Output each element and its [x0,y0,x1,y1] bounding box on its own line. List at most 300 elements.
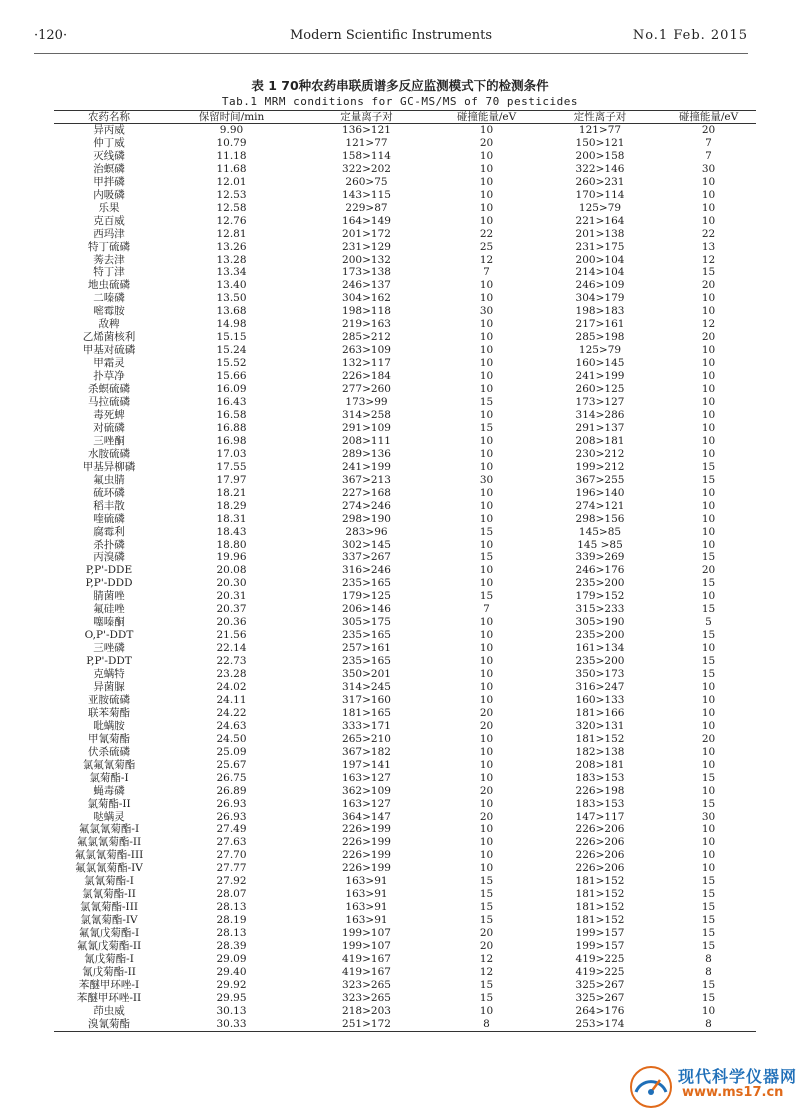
watermark-site-name: 现代科学仪器网 [678,1067,798,1086]
quant-ion-pair-cell: 323>265 [342,978,391,991]
table-row [54,539,756,552]
qual-collision-energy-cell: 15 [701,460,716,473]
table-row [54,331,756,344]
retention-time-cell: 18.21 [216,486,247,499]
table-row [54,642,756,655]
pesticide-name-cell: 丙溴磷 [93,551,125,564]
qual-collision-energy-cell: 15 [701,991,716,1004]
quant-collision-energy-cell: 10 [479,331,494,344]
quant-collision-energy-cell: 10 [479,693,494,706]
quant-collision-energy-cell: 10 [479,124,494,136]
quant-ion-pair-cell: 226>199 [342,823,391,836]
qual-collision-energy-cell: 10 [701,784,716,797]
pesticide-name-cell: 杀扑磷 [93,538,125,551]
qual-collision-energy-cell: 8 [661,1018,756,1031]
quant-ion-pair-cell: 285>212 [342,331,391,344]
quant-collision-energy-cell: 10 [479,862,494,875]
retention-time-cell: 16.09 [216,383,247,396]
table-row [54,888,756,901]
table-row [54,590,756,603]
pesticide-name-cell: 三唑酮 [93,434,125,447]
quant-ion-pair-cell: 235>165 [342,655,391,668]
retention-time-cell: 20.08 [216,564,247,577]
quant-ion-pair-cell: 274>246 [342,499,391,512]
table-row [54,564,756,577]
quant-ion-pair-cell: 289>136 [342,447,391,460]
retention-time-cell: 15.66 [216,370,247,383]
table-row [54,487,756,500]
qual-ion-pair-cell: 181>152 [575,901,625,914]
quant-collision-energy-cell: 30 [479,305,494,318]
quant-ion-pair-cell: 367>182 [342,745,391,758]
retention-time-cell: 21.56 [216,629,247,642]
qual-ion-pair-cell: 125>79 [578,201,622,214]
qual-collision-energy-cell: 15 [701,940,716,953]
pesticide-name-cell: 马拉硫磷 [88,396,130,409]
qual-collision-energy-cell: 10 [701,693,716,706]
quant-ion-pair-cell: 199>107 [342,927,391,940]
retention-time-cell: 16.98 [216,434,247,447]
qual-collision-energy-cell: 15 [701,655,716,668]
qual-ion-pair-cell: 196>140 [575,486,625,499]
retention-time-cell: 17.55 [216,460,247,473]
quant-ion-pair-cell: 333>171 [342,719,391,732]
quant-ion-pair-cell: 304>162 [342,292,391,305]
table-row [54,616,756,629]
pesticide-name-cell: 甲氰菊酯 [88,732,130,745]
qual-ion-pair-cell: 199>212 [575,460,625,473]
quant-collision-energy-cell: 10 [479,318,494,331]
qual-collision-energy-cell: 5 [705,616,712,629]
qual-collision-energy-cell: 10 [701,1004,716,1017]
qual-ion-pair-cell: 350>173 [575,668,625,681]
quant-ion-pair-cell: 226>199 [342,862,391,875]
quant-ion-pair-cell: 322>202 [342,162,391,175]
retention-time-cell: 26.93 [216,797,247,810]
pesticide-name-cell: P,P'-DDD [85,577,133,590]
retention-time-cell: 24.63 [216,719,247,732]
table-row [54,357,756,370]
qual-ion-pair-cell: 145>85 [578,525,622,538]
quant-collision-energy-cell: 10 [479,162,494,175]
retention-time-cell: 27.49 [216,823,247,836]
qual-collision-energy-cell: 10 [701,305,716,318]
qual-collision-energy-cell: 10 [701,383,716,396]
retention-time-cell: 15.15 [216,331,247,344]
table-row [54,266,756,279]
table-row [54,551,756,564]
qual-collision-energy-cell: 7 [705,136,712,149]
table-row [54,383,756,396]
table-row [54,966,756,979]
qual-ion-pair-cell: 181>152 [575,732,625,745]
qual-ion-pair-cell: 304>179 [575,292,625,305]
quant-collision-energy-cell: 8 [434,1018,539,1031]
table-row [54,577,756,590]
site-watermark [620,1058,800,1113]
retention-time-cell: 27.92 [216,875,247,888]
retention-time-cell: 13.40 [216,279,247,292]
quant-ion-pair-cell: 199>107 [342,940,391,953]
table-row [54,681,756,694]
pesticide-name-cell: 扑草净 [93,370,125,383]
qual-ion-pair-cell: 315>233 [575,603,625,616]
qual-ion-pair-cell: 208>181 [575,758,625,771]
retention-time-cell: 29.40 [216,965,247,978]
table-row [54,474,756,487]
quant-ion-pair-cell: 235>165 [342,577,391,590]
qual-ion-pair-cell: 199>157 [575,940,625,953]
qual-ion-pair-cell: 147>117 [575,810,625,823]
qual-collision-energy-cell: 30 [701,162,716,175]
qual-ion-pair-cell: 181>166 [575,706,625,719]
quant-collision-energy-cell: 10 [479,447,494,460]
table-row [54,1005,756,1018]
pesticide-name-cell: P,P'-DDT [86,655,132,668]
retention-time-cell: 15.24 [216,344,247,357]
quant-collision-energy-cell: 10 [479,149,494,162]
retention-time-cell: 12.53 [216,188,247,201]
pesticide-name-cell: 腈菌唑 [93,590,125,603]
quant-ion-pair-cell: 298>190 [342,512,391,525]
table-row [54,409,756,422]
qual-ion-pair-cell: 274>121 [575,499,625,512]
quant-ion-pair-cell: 305>175 [342,616,391,629]
qual-collision-energy-cell: 10 [701,849,716,862]
qual-ion-pair-cell: 241>199 [575,370,625,383]
quant-collision-energy-cell: 10 [479,655,494,668]
table-row [54,992,756,1005]
table-row [54,759,756,772]
table-row [54,875,756,888]
table-row [54,318,756,331]
quant-ion-pair-cell: 163>91 [345,914,388,927]
pesticide-name-cell: 乙烯菌核利 [82,331,136,344]
quant-ion-pair-cell: 314>245 [342,680,391,693]
table-row [54,1018,756,1031]
quant-ion-pair-cell: 198>118 [342,305,391,318]
quant-collision-energy-cell: 10 [479,836,494,849]
quant-ion-pair-cell: 323>265 [342,991,391,1004]
quant-ion-pair-cell: 277>260 [342,383,391,396]
table-row [54,823,756,836]
quant-collision-energy-cell: 20 [479,719,494,732]
qual-ion-pair-cell: 226>206 [575,849,625,862]
quant-ion-pair-cell: 163>127 [342,797,391,810]
quant-ion-pair-cell: 197>141 [342,758,391,771]
pesticide-name-cell: 氟虫腈 [93,473,125,486]
quant-ion-pair-cell: 173>99 [345,396,388,409]
retention-time-cell: 28.19 [216,914,247,927]
qual-ion-pair-cell: 200>104 [575,253,625,266]
qual-ion-pair-cell: 339>269 [575,551,625,564]
pesticide-name-cell: 吡螨胺 [93,719,125,732]
quant-collision-energy-cell: 10 [479,642,494,655]
retention-time-cell: 16.58 [216,408,247,421]
quant-ion-pair-cell: 164>149 [342,214,391,227]
qual-collision-energy-cell: 10 [701,525,716,538]
quant-collision-energy-cell: 15 [479,525,494,538]
retention-time-cell: 20.31 [216,590,247,603]
quant-collision-energy-cell: 10 [479,538,494,551]
retention-time-cell: 29.95 [216,991,247,1004]
qual-ion-pair-cell: 160>133 [575,693,625,706]
pesticide-name-cell: 水胺硫磷 [88,447,130,460]
qual-collision-energy-cell: 12 [701,318,716,331]
qual-collision-energy-cell: 15 [701,901,716,914]
quant-collision-energy-cell: 7 [483,266,490,279]
quant-ion-pair-cell: 302>145 [342,538,391,551]
pesticide-name-cell: 仲丁威 [93,136,125,149]
table-row [54,137,756,150]
quant-ion-pair-cell: 367>213 [342,473,391,486]
quant-collision-energy-cell: 10 [479,616,494,629]
quant-collision-energy-cell: 10 [479,758,494,771]
qual-ion-pair-cell: 314>286 [575,408,625,421]
pesticide-name-cell: 哒螨灵 [93,810,125,823]
pesticide-name-cell: 稻丰散 [93,499,125,512]
pesticide-name-cell: 氯氰菊酯-I [84,875,134,888]
qual-ion-pair-cell: 181>152 [575,888,625,901]
retention-time-cell: 26.75 [216,771,247,784]
quant-ion-pair-cell: 246>137 [342,279,391,292]
qual-collision-energy-cell: 10 [701,292,716,305]
table-row [54,746,756,759]
retention-time-cell: 26.93 [216,810,247,823]
quant-collision-energy-cell: 20 [479,810,494,823]
qual-ion-pair-cell: 253>174 [539,1018,661,1031]
qual-collision-energy-cell: 10 [701,214,716,227]
column-header: 保留时间/min [164,111,299,124]
qual-ion-pair-cell: 226>206 [575,823,625,836]
qual-collision-energy-cell: 10 [701,344,716,357]
quant-collision-energy-cell: 15 [479,551,494,564]
qual-collision-energy-cell: 15 [701,771,716,784]
qual-collision-energy-cell: 30 [701,810,716,823]
qual-collision-energy-cell: 10 [701,680,716,693]
quant-ion-pair-cell: 283>96 [345,525,388,538]
gauge-logo-icon [628,1064,674,1110]
qual-ion-pair-cell: 325>267 [575,978,625,991]
qual-collision-energy-cell: 20 [701,564,716,577]
quant-collision-energy-cell: 15 [479,901,494,914]
table-row [54,500,756,513]
retention-time-cell: 28.13 [216,901,247,914]
pesticide-name-cell: P,P'-DDE [85,564,133,577]
pesticide-name-cell: 溴氰菊酯 [54,1018,164,1031]
quant-ion-pair-cell: 350>201 [342,668,391,681]
pesticide-name-cell: O,P'-DDT [84,629,134,642]
qual-ion-pair-cell: 183>153 [575,797,625,810]
quant-ion-pair-cell: 260>75 [345,175,388,188]
quant-collision-energy-cell: 15 [479,991,494,1004]
quant-collision-energy-cell: 15 [479,421,494,434]
quant-collision-energy-cell: 15 [479,875,494,888]
quant-collision-energy-cell: 10 [479,201,494,214]
retention-time-cell: 20.30 [216,577,247,590]
pesticide-name-cell: 西玛津 [93,227,125,240]
quant-collision-energy-cell: 30 [479,473,494,486]
pesticide-name-cell: 苯醚甲环唑-II [76,991,142,1004]
header-rule [34,53,748,54]
pesticide-name-cell: 地虫硫磷 [88,279,130,292]
pesticide-name-cell: 苯醚甲环唑-I [78,978,140,991]
retention-time-cell: 17.03 [216,447,247,460]
quant-collision-energy-cell: 10 [479,383,494,396]
table-row [54,979,756,992]
qual-collision-energy-cell: 15 [701,927,716,940]
qual-ion-pair-cell: 183>153 [575,771,625,784]
pesticide-name-cell: 亚胺硫磷 [88,693,130,706]
qual-collision-energy-cell: 10 [701,590,716,603]
qual-collision-energy-cell: 15 [701,797,716,810]
pesticide-name-cell: 氟氰戊菊酯-II [76,940,142,953]
pesticide-name-cell: 二嗪磷 [93,292,125,305]
quant-ion-pair-cell: 218>203 [342,1004,391,1017]
pesticide-name-cell: 毒死蜱 [93,408,125,421]
pesticide-name-cell: 特丁硫磷 [88,240,130,253]
quant-collision-energy-cell: 12 [479,953,494,965]
issue-info: No.1 Feb. 2015 [632,28,748,43]
qual-ion-pair-cell: 161>134 [575,642,625,655]
qual-ion-pair-cell: 231>175 [575,240,625,253]
retention-time-cell: 13.28 [216,253,247,266]
quant-ion-pair-cell: 265>210 [342,732,391,745]
quant-ion-pair-cell: 226>184 [342,370,391,383]
pesticide-name-cell: 乐果 [98,201,120,214]
quant-ion-pair-cell: 419>167 [342,953,391,965]
retention-time-cell: 24.22 [216,706,247,719]
table-row [54,798,756,811]
quant-ion-pair-cell: 136>121 [342,124,391,136]
qual-collision-energy-cell: 20 [701,279,716,292]
retention-time-cell: 27.77 [216,862,247,875]
qual-ion-pair-cell: 246>176 [575,564,625,577]
quant-collision-energy-cell: 10 [479,512,494,525]
qual-collision-energy-cell: 10 [701,408,716,421]
retention-time-cell: 19.96 [216,551,247,564]
quant-collision-energy-cell: 10 [479,771,494,784]
qual-ion-pair-cell: 305>190 [575,616,625,629]
column-header: 定量离子对 [299,111,434,124]
retention-time-cell: 10.79 [216,136,247,149]
qual-collision-energy-cell: 15 [701,914,716,927]
pesticide-name-cell: 茚虫威 [93,1004,125,1017]
qual-ion-pair-cell: 181>152 [575,875,625,888]
pesticide-name-cell: 三唑磷 [93,642,125,655]
quant-collision-energy-cell: 10 [479,344,494,357]
qual-collision-energy-cell: 10 [701,175,716,188]
qual-ion-pair-cell: 160>145 [575,357,625,370]
pesticide-name-cell: 对硫磷 [93,421,125,434]
qual-collision-energy-cell: 10 [701,719,716,732]
quant-collision-energy-cell: 25 [479,240,494,253]
qual-collision-energy-cell: 15 [701,888,716,901]
quant-collision-energy-cell: 10 [479,629,494,642]
quant-ion-pair-cell: 201>172 [342,227,391,240]
retention-time-cell: 12.81 [216,227,247,240]
table-row [54,811,756,824]
pesticide-name-cell: 伏杀硫磷 [88,745,130,758]
table-row [54,526,756,539]
qual-ion-pair-cell: 173>127 [575,396,625,409]
retention-time-cell: 25.67 [216,758,247,771]
qual-ion-pair-cell: 291>137 [575,421,625,434]
qual-ion-pair-cell: 316>247 [575,680,625,693]
qual-collision-energy-cell: 10 [701,745,716,758]
qual-ion-pair-cell: 217>161 [575,318,625,331]
retention-time-cell: 18.43 [216,525,247,538]
qual-collision-energy-cell: 10 [701,486,716,499]
table-row [54,629,756,642]
qual-collision-energy-cell: 10 [701,512,716,525]
table-row [54,305,756,318]
quant-ion-pair-cell: 200>132 [342,253,391,266]
qual-collision-energy-cell: 7 [705,149,712,162]
quant-collision-energy-cell: 10 [479,188,494,201]
qual-ion-pair-cell: 419>225 [575,953,625,965]
pesticide-name-cell: 异菌脲 [93,680,125,693]
table-caption-cn: 表 1 70种农药串联质谱多反应监测模式下的检测条件 [251,78,549,93]
table-row [54,707,756,720]
retention-time-cell: 13.34 [216,266,247,279]
pesticide-name-cell: 杀螟硫磷 [88,383,130,396]
table-caption-en: Tab.1 MRM conditions for GC-MS/MS of 70 pesticides [221,95,579,108]
qual-collision-energy-cell: 8 [705,965,712,978]
pesticide-name-cell: 敌稗 [98,318,120,331]
pesticide-name-cell: 甲霜灵 [93,357,125,370]
qual-ion-pair-cell: 246>109 [575,279,625,292]
table-row [54,422,756,435]
table-row [54,785,756,798]
quant-ion-pair-cell: 121>77 [345,136,388,149]
qual-collision-energy-cell: 8 [705,953,712,965]
quant-ion-pair-cell: 337>267 [342,551,391,564]
qual-collision-energy-cell: 15 [701,875,716,888]
quant-ion-pair-cell: 143>115 [342,188,391,201]
qual-collision-energy-cell: 15 [701,629,716,642]
retention-time-cell: 20.37 [216,603,247,616]
quant-ion-pair-cell: 231>129 [342,240,391,253]
quant-collision-energy-cell: 10 [479,214,494,227]
pesticide-name-cell: 克螨特 [93,668,125,681]
table-row [54,189,756,202]
qual-collision-energy-cell: 10 [701,447,716,460]
quant-collision-energy-cell: 12 [479,965,494,978]
table-row [54,461,756,474]
table-row [54,435,756,448]
pesticide-name-cell: 氰戊菊酯-II [82,965,136,978]
table-row [54,849,756,862]
table-header-row [54,111,756,124]
table-row [54,228,756,241]
pesticide-name-cell: 异丙威 [93,124,125,136]
qual-ion-pair-cell: 221>164 [575,214,625,227]
pesticide-name-cell: 硫环磷 [93,486,125,499]
retention-time-cell: 30.13 [216,1004,247,1017]
retention-time-cell: 26.89 [216,784,247,797]
qual-collision-energy-cell: 15 [701,551,716,564]
qual-ion-pair-cell: 325>267 [575,991,625,1004]
retention-time-cell: 11.18 [216,149,247,162]
quant-ion-pair-cell: 132>117 [342,357,391,370]
quant-ion-pair-cell: 251>172 [299,1018,434,1031]
qual-collision-energy-cell: 10 [701,706,716,719]
retention-time-cell: 16.43 [216,396,247,409]
retention-time-cell: 12.58 [216,201,247,214]
qual-ion-pair-cell: 367>255 [575,473,625,486]
table-row [54,448,756,461]
